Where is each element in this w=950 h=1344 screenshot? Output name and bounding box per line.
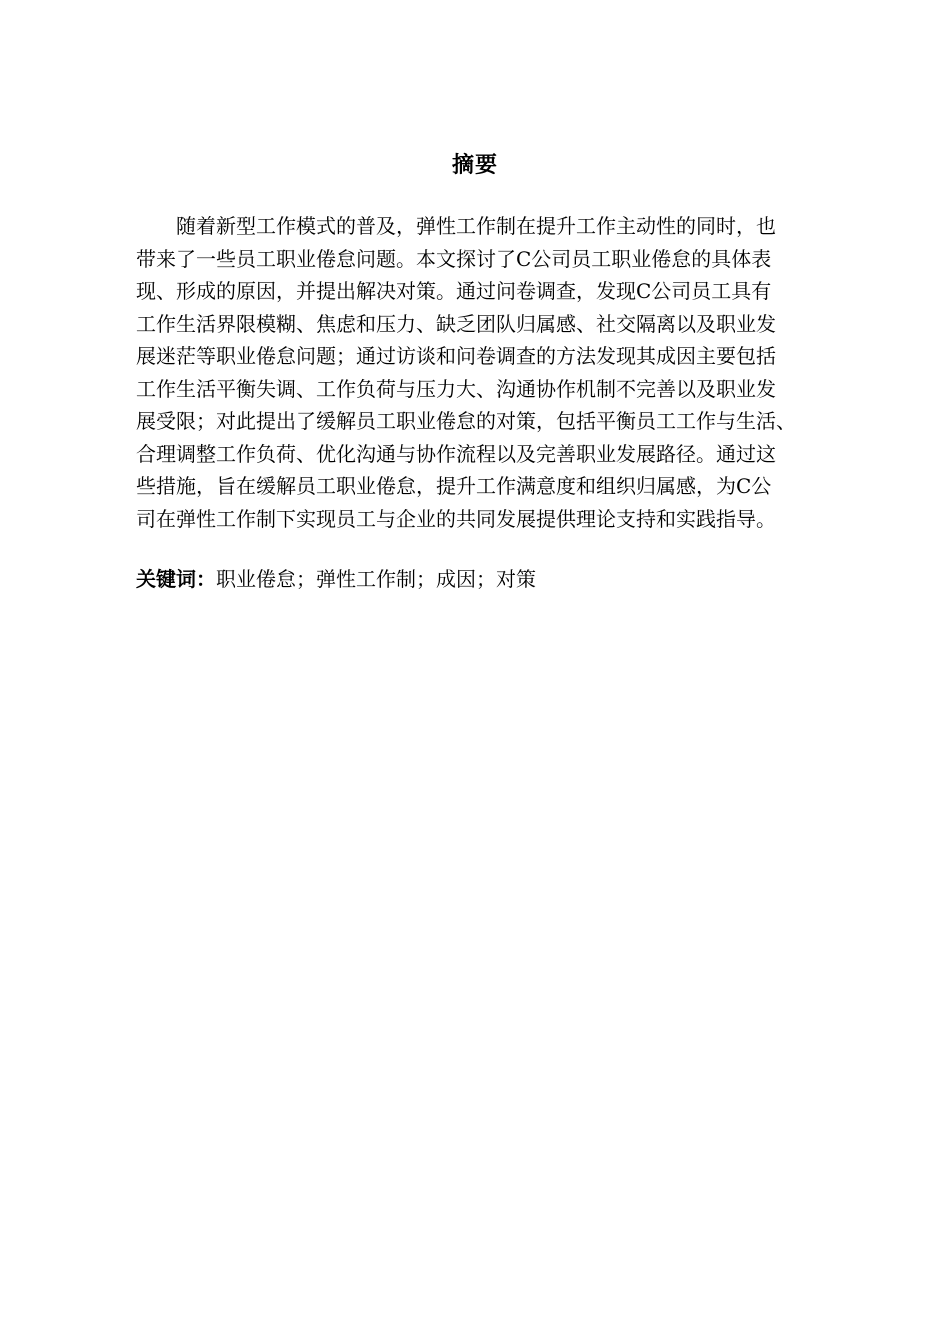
abstract-line: 合理调整工作负荷、优化沟通与协作流程以及完善职业发展路径。通过这 xyxy=(136,441,776,466)
keywords-label: 关键词： xyxy=(136,567,216,591)
abstract-line: 工作生活界限模糊、焦虑和压力、缺乏团队归属感、社交隔离以及职业发 xyxy=(136,311,776,336)
abstract-line: 随着新型工作模式的普及，弹性工作制在提升工作主动性的同时，也 xyxy=(136,214,776,238)
abstract-line: 展受限；对此提出了缓解员工职业倦怠的对策，包括平衡员工工作与生活、 xyxy=(136,409,796,433)
abstract-line: 现、形成的原因，并提出解决对策。通过问卷调查，发现C公司员工具有 xyxy=(136,279,772,303)
keywords-line xyxy=(136,562,856,597)
abstract-line: 些措施，旨在缓解员工职业倦怠，提升工作满意度和组织归属感，为C公 xyxy=(136,474,772,498)
abstract-line: 带来了一些员工职业倦怠问题。本文探讨了C公司员工职业倦怠的具体表 xyxy=(136,246,772,271)
abstract-line: 展迷茫等职业倦怠问题；通过访谈和问卷调查的方法发现其成因主要包括 xyxy=(136,344,776,368)
abstract-title: 摘要 xyxy=(451,153,498,178)
keywords-values: 职业倦怠；弹性工作制；成因；对策 xyxy=(216,567,536,591)
abstract-paragraph xyxy=(136,210,856,535)
abstract-line: 司在弹性工作制下实现员工与企业的共同发展提供理论支持和实践指导。 xyxy=(136,506,776,531)
abstract-line: 工作生活平衡失调、工作负荷与压力大、沟通协作机制不完善以及职业发 xyxy=(136,376,776,401)
